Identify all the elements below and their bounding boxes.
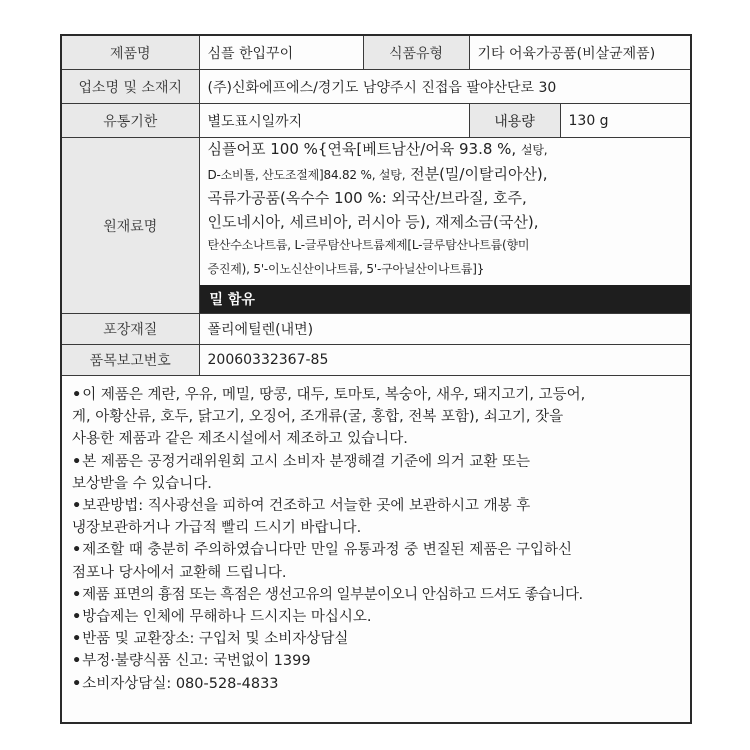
- expiry-label: 유통기한: [62, 104, 199, 138]
- report-number-value: 20060332367-85: [199, 345, 690, 376]
- expiry-value: 별도표시일까지: [199, 104, 469, 138]
- food-type-value: 기타 어육가공품(비살균제품): [469, 36, 690, 70]
- packaging-value: 폴리에틸렌(내면): [199, 314, 690, 345]
- notice-compensation-2: 보상받을 수 있습니다.: [72, 475, 212, 492]
- volume-label: 내용량: [470, 104, 561, 137]
- report-number-label: 품목보고번호: [62, 345, 199, 376]
- ingredients-line-2: 전분(밀/이탈리아산),: [405, 164, 548, 183]
- row-ingredients: [62, 138, 690, 314]
- notice-compensation: •본 제품은 공정거래위원회 고시 소비자 분쟁해결 기준에 의거 교환 또는: [72, 453, 530, 470]
- notice-section: [62, 376, 690, 695]
- row-packaging: [62, 314, 690, 345]
- ingredients-line-2-small: D-소비톨, 산도조절제]84.82 %, 설탕,: [207, 167, 406, 182]
- ingredients-line-4: 인도네시아, 세르비아, 러시아 등), 재제소금(국산),: [207, 212, 539, 231]
- ingredients-line-5: 탄산수소나트륨, L-글루탐산나트륨제제[L-글루탐산나트륨(향미: [207, 238, 530, 252]
- row-product-name: [62, 36, 690, 70]
- notice-storage: •보관방법: 직사광선을 피하여 건조하고 서늘한 곳에 보관하시고 개봉 후: [72, 498, 531, 515]
- nutrition-label-panel: [60, 34, 692, 724]
- notice-allergen-2: 게, 아황산류, 호두, 닭고기, 오징어, 조개류(굴, 홍합, 전복 포함), 쇠고기, 잣을: [72, 409, 564, 426]
- ingredients-value: [199, 138, 690, 314]
- food-type-label: 식품유형: [363, 36, 469, 70]
- volume-value: 130 g: [568, 112, 609, 129]
- ingredients-line-3: 곡류가공품(옥수수 100 %: 외국산/브라질, 호주,: [207, 189, 527, 207]
- ingredients-label: 원재료명: [62, 138, 199, 314]
- ingredients-line-6: 증진제), 5'-이노신산이나트륨, 5'-구아닐산이나트륨]}: [207, 261, 485, 276]
- notice-report: •부정·불량식품 신고: 국번없이 1399: [72, 653, 311, 670]
- ingredients-line-1: 심플어포 100 %{연육[베트남산/어육 93.8 %,: [207, 140, 521, 158]
- notice-storage-2: 냉장보관하거나 가급적 빨리 드시기 바랍니다.: [72, 520, 362, 537]
- row-expiry: [62, 104, 690, 138]
- notice-spots: •제품 표면의 흉점 또는 흑점은 생선고유의 일부분이오니 안심하고 드셔도 좋습니다.: [72, 586, 583, 603]
- ingredients-line-1-small: 설탕,: [520, 143, 548, 157]
- row-manufacturer: [62, 70, 690, 104]
- ingredients-text: [208, 138, 683, 281]
- allergy-banner: 밀 함유: [200, 285, 691, 313]
- manufacturer-value: (주)신화에프에스/경기도 남양주시 진접읍 팔야산단로 30: [199, 70, 690, 104]
- notice-return-place: •반품 및 교환장소: 구입처 및 소비자상담실: [72, 631, 349, 648]
- notice-allergen: •이 제품은 계란, 우유, 메밀, 땅콩, 대두, 토마토, 복숭아, 새우, 돼지고기, 고등어,: [72, 387, 586, 403]
- notice-desiccant: •방습제는 인체에 무해하나 드시지는 마십시오.: [72, 609, 372, 626]
- manufacturer-label: 업소명 및 소재지: [62, 70, 199, 104]
- notice-exchange: •제조할 때 충분히 주의하였습니다만 만일 유통과정 중 변질된 제품은 구입하신: [72, 542, 572, 559]
- row-report-number: [62, 345, 690, 376]
- product-name-value: 심플 한입꾸이: [199, 36, 363, 70]
- product-info-table: [62, 36, 690, 376]
- volume-cell: [469, 104, 690, 138]
- notice-consumer-center: •소비자상담실: 080-528-4833: [72, 675, 279, 692]
- packaging-label: 포장재질: [62, 314, 199, 345]
- product-name-label: 제품명: [62, 36, 199, 70]
- notice-exchange-2: 점포나 당사에서 교환해 드립니다.: [72, 564, 287, 581]
- notice-allergen-3: 사용한 제품과 같은 제조시설에서 제조하고 있습니다.: [72, 431, 408, 448]
